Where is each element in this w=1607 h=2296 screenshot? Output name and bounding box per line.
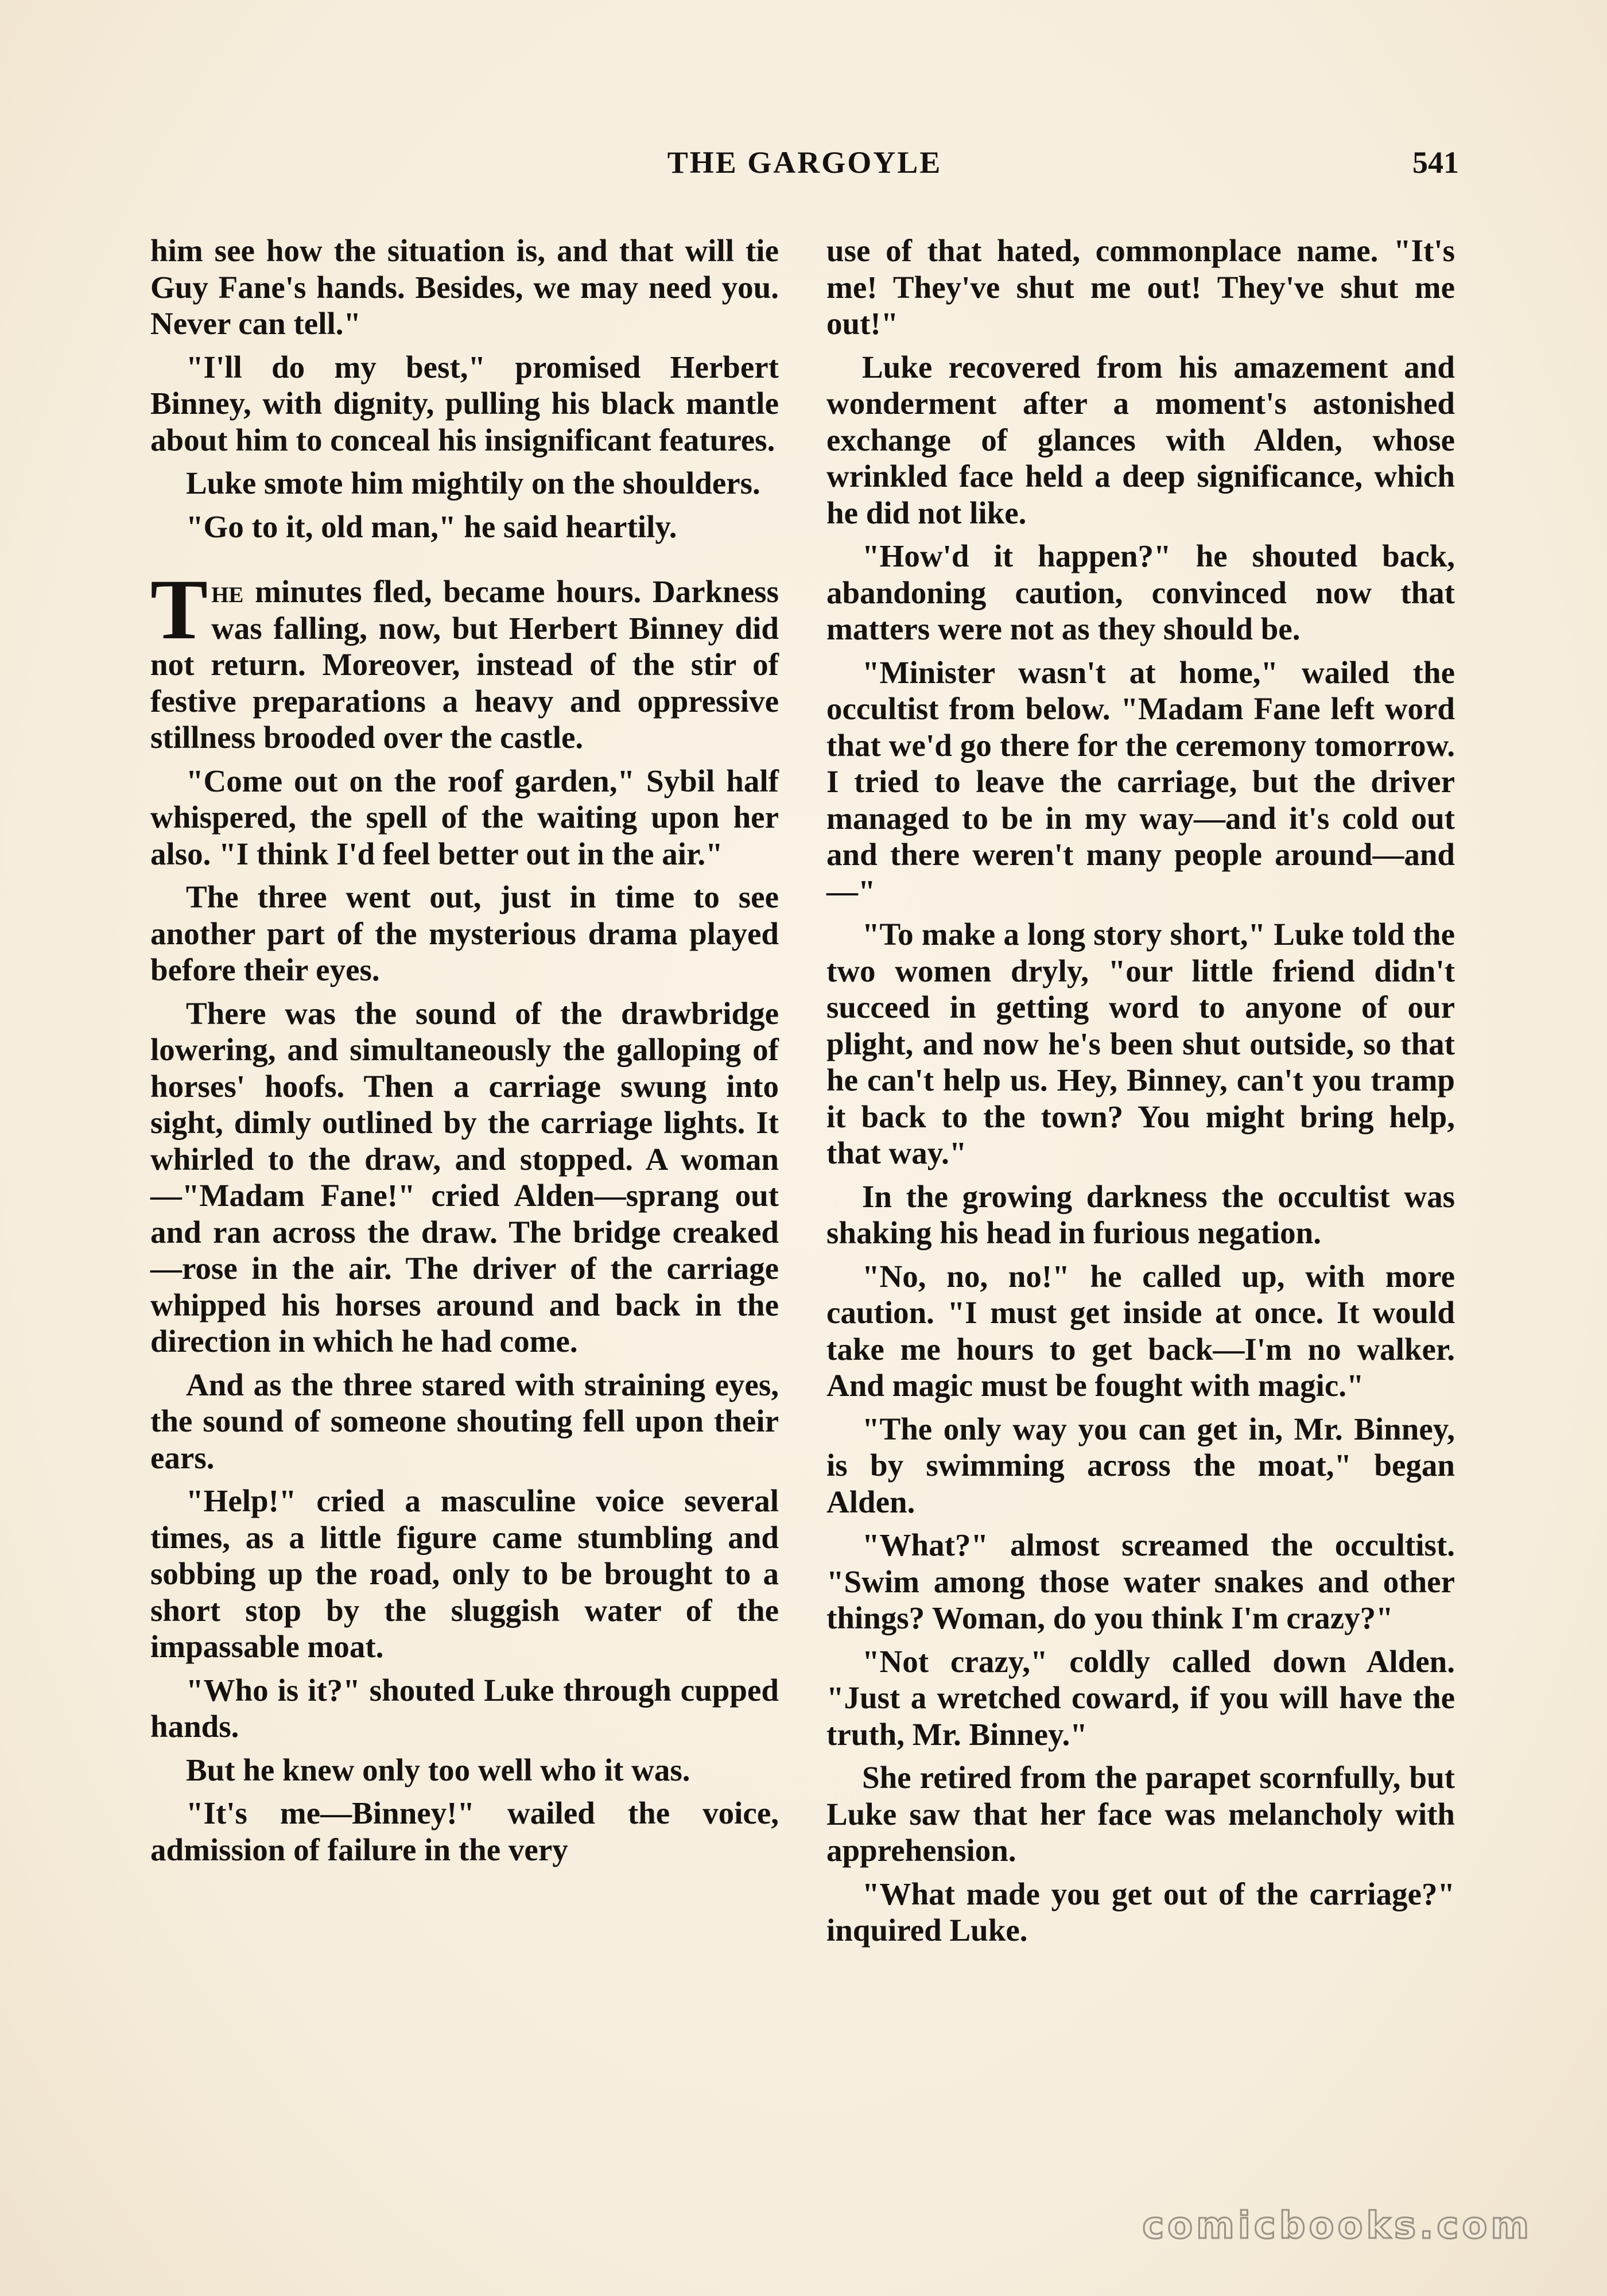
paragraph: "The only way you can get in, Mr. Binney, is by swimming across the moat," began Alden. xyxy=(826,1411,1455,1519)
paragraph: And as the three stared with straining eyes, the sound of someone shouting fell upon their ears. xyxy=(150,1367,779,1475)
paragraph: "Come out on the roof garden," Sybil half whispered, the spell of the waiting upon her also. "I think I'd feel better out in the air." xyxy=(150,763,779,871)
small-caps-lead: he xyxy=(211,574,244,609)
section-start-paragraph xyxy=(150,562,779,756)
paragraph: "Go to it, old man," he said heartily. xyxy=(186,509,677,544)
site-watermark: comicbooks.com xyxy=(1142,2205,1532,2247)
paragraph: "To make a long story short," Luke told the two women dryly, "our little friend didn't succeed in getting word to anyone of our plight, and now he's been shut outside, so that he can't help us. Hey, Binney, can't you tramp it back to the town? You might bring help, that way." xyxy=(826,917,1455,1170)
paragraph: "It's me—Binney!" wailed the voice, admission of failure in the very xyxy=(150,1795,779,1867)
paragraph: "How'd it happen?" he shouted back, abandoning caution, convinced now that matters were not as they should be. xyxy=(826,538,1455,646)
running-head xyxy=(150,145,1459,191)
running-title: THE GARGOYLE xyxy=(667,145,942,180)
paragraph: In the growing darkness the occultist was shaking his head in furious negation. xyxy=(826,1178,1455,1250)
paragraph: There was the sound of the drawbridge lowering, and simultaneously the galloping of horses' hoofs. Then a carriage swung into sight, dimly outlined by the carriage lights. It whirled to the draw, and stopped. A woman—"Madam Fane!" cried Alden—sprang out and ran across the draw. The bridge creaked—rose in the air. The driver of the carriage whipped his horses around and back in the direction in which he had come. xyxy=(150,995,779,1359)
drop-cap: T xyxy=(150,562,208,657)
page-number: 541 xyxy=(1412,145,1459,180)
paragraph: Luke recovered from his amazement and wonderment after a moment's astonished exchange of glances with Alden, whose wrinkled face held a deep significance, which he did not like. xyxy=(826,349,1455,530)
paragraph: "Minister wasn't at home," wailed the occultist from below. "Madam Fane left word that we'd go there for the ceremony tomorrow. I tried to leave the carriage, but the driver managed to be in my way—and it's cold out and there weren't many people around—and—" xyxy=(826,654,1455,909)
paragraph: She retired from the parapet scornfully, but Luke saw that her face was melancholy with apprehension. xyxy=(826,1760,1455,1868)
paragraph: him see how the situation is, and that will tie Guy Fane's hands. Besides, we may need you. Never can tell." xyxy=(150,233,779,341)
paragraph: The three went out, just in time to see another part of the mysterious drama played before their eyes. xyxy=(150,879,779,987)
paragraph: "No, no, no!" he called up, with more caution. "I must get inside at once. It would take me hours to get back—I'm no walker. And magic must be fought with magic." xyxy=(826,1258,1455,1403)
paragraph: "I'll do my best," promised Herbert Binney, with dignity, pulling his black mantle about him to conceal his insignificant features. xyxy=(150,349,779,457)
paragraph: "What?" almost screamed the occultist. "Swim among those water snakes and other things? Woman, do you think I'm crazy?" xyxy=(826,1527,1455,1635)
paragraph: "Who is it?" shouted Luke through cupped hands. xyxy=(150,1672,779,1744)
paragraph: "Help!" cried a masculine voice several times, as a little figure came stumbling and sobbing up the road, only to be brought to a short stop by the sluggish water of the impassable moat. xyxy=(150,1483,779,1664)
paragraph: use of that hated, commonplace name. "It's me! They've shut me out! They've shut me out!" xyxy=(826,233,1455,341)
paragraph: Luke smote him mightily on the shoulders. xyxy=(186,466,760,501)
paragraph: "What made you get out of the carriage?" inquired Luke. xyxy=(826,1876,1455,1948)
paragraph: "Not crazy," coldly called down Alden. "Just a wretched coward, if you will have the truth, Mr. Binney." xyxy=(826,1643,1455,1752)
paragraph-text: minutes fled, became hours. Darkness was falling, now, but Herbert Binney did not return. Moreover, instead of the stir of festive preparations a heavy and oppressive stillness brooded over the castle. xyxy=(150,574,779,755)
right-column xyxy=(826,232,1455,1956)
left-column xyxy=(150,232,779,1875)
paragraph: But he knew only too well who it was. xyxy=(186,1752,690,1787)
